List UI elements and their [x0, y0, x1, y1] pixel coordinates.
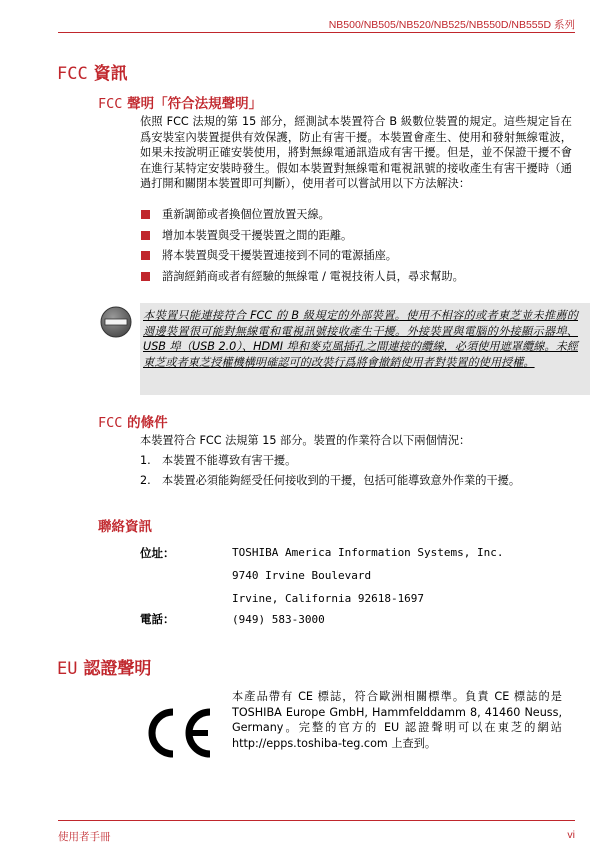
footer-manual-name: 使用者手冊 — [58, 831, 111, 843]
eu-paragraph: 本產品帶有 CE 標誌，符合歐洲相關標準。負責 CE 標誌的是 TOSHIBA Europe GmbH, Hammfelddamm 8, 41460 Neuss, Germany。完整的官方的 EU 認證聲明可以在東芝的網站 http://epps.toshiba-teg.com 上查到。 — [232, 690, 562, 750]
phone-label: 電話： — [140, 612, 175, 626]
list-item-text: 本裝置不能導致有害干擾。 — [162, 454, 297, 467]
bullet-square-icon — [141, 231, 150, 240]
fcc-conditions-title-cjk: 的條件 — [127, 415, 168, 431]
fcc-title-cjk: 資訊 — [93, 64, 128, 84]
address-label: 位址： — [140, 546, 175, 560]
fcc-section-title — [57, 59, 128, 84]
list-item: 重新調節或者換個位置放置天線。 — [140, 207, 580, 228]
footer-rule — [58, 820, 575, 821]
fcc-conditions-intro: 本裝置符合 FCC 法規第 15 部分。裝置的作業符合以下兩個情況： — [140, 434, 471, 447]
bullet-square-icon — [141, 251, 150, 260]
header-rule — [58, 32, 575, 33]
fcc-statement-title-latin: FCC — [98, 96, 123, 112]
list-item — [140, 473, 558, 489]
fcc-conditions-title — [98, 411, 168, 431]
eu-section-title — [57, 654, 151, 679]
list-item-number: 1. — [140, 454, 151, 467]
address-line-3: Irvine, California 92618-1697 — [232, 592, 425, 605]
ce-mark-logo — [140, 706, 214, 760]
list-item-text: 本裝置必須能夠經受任何接收到的干擾，包括可能導致意外作業的干擾。 — [162, 473, 521, 487]
list-item-number: 2. — [140, 473, 151, 487]
fcc-statement-paragraph: 依照 FCC 法規的第 15 部分，經測試本裝置符合 B 級數位裝置的規定。這些規定旨在爲安裝室內裝置提供有效保護，防止有害干擾。本裝置會產生、使用和發射無線電波，如果未按說明正確安裝使用，將對無線電通訊造成有害干擾。但是，並不保證干擾不會在進行某特定安裝時發生。假如本裝置對無線電和電視訊號的接收產生有害干擾時（通過打開和關閉本裝置即可判斷），使用者可以嘗試用以下方法解決： — [140, 115, 572, 190]
list-item: 諮詢經銷商或者有經驗的無線電 / 電視技術人員，尋求幫助。 — [140, 269, 580, 290]
fcc-conditions-title-latin: FCC — [98, 415, 123, 431]
fcc-title-latin: FCC — [57, 64, 88, 84]
fcc-statement-title — [98, 92, 262, 112]
list-item: 將本裝置與受干擾裝置連接到不同的電源插座。 — [140, 248, 580, 269]
address-line-2: 9740 Irvine Boulevard — [232, 569, 372, 582]
contact-title: 聯絡資訊 — [98, 519, 152, 535]
fcc-conditions-list — [140, 453, 580, 488]
page-number: vi — [567, 829, 575, 841]
bullet-square-icon — [141, 210, 150, 219]
bullet-square-icon — [141, 272, 150, 281]
eu-title-cjk: 認證聲明 — [83, 659, 152, 679]
eu-title-latin: EU — [57, 659, 78, 679]
no-entry-icon — [100, 306, 132, 338]
phone-value: (949) 583-3000 — [232, 613, 325, 626]
fcc-statement-title-cjk: 聲明「符合法規聲明」 — [127, 96, 263, 112]
address-line-1: TOSHIBA America Information Systems, Inc. — [232, 546, 504, 559]
note-text: 本裝置只能連接符合 FCC 的 B 級規定的外部裝置。使用不相容的或者東芝並未推薦的週邊裝置很可能對無線電和電視訊號接收產生干擾。外接裝置與電腦的外接顯示器埠、USB 埠（USB 2.0）、HDMI 埠和麥克風插孔之間連接的纜線，必須使用遮罩纜線。未經東芝或者東芝授權機構明確認可的改裝行爲將會撤銷使用者對裝置的使用授權。 — [143, 309, 578, 369]
fcc-remedy-list — [140, 207, 580, 289]
list-item — [140, 453, 580, 469]
list-item: 增加本裝置與受干擾裝置之間的距離。 — [140, 228, 580, 249]
running-header: NB500/NB505/NB520/NB525/NB550D/NB555D 系列 — [328, 19, 575, 31]
